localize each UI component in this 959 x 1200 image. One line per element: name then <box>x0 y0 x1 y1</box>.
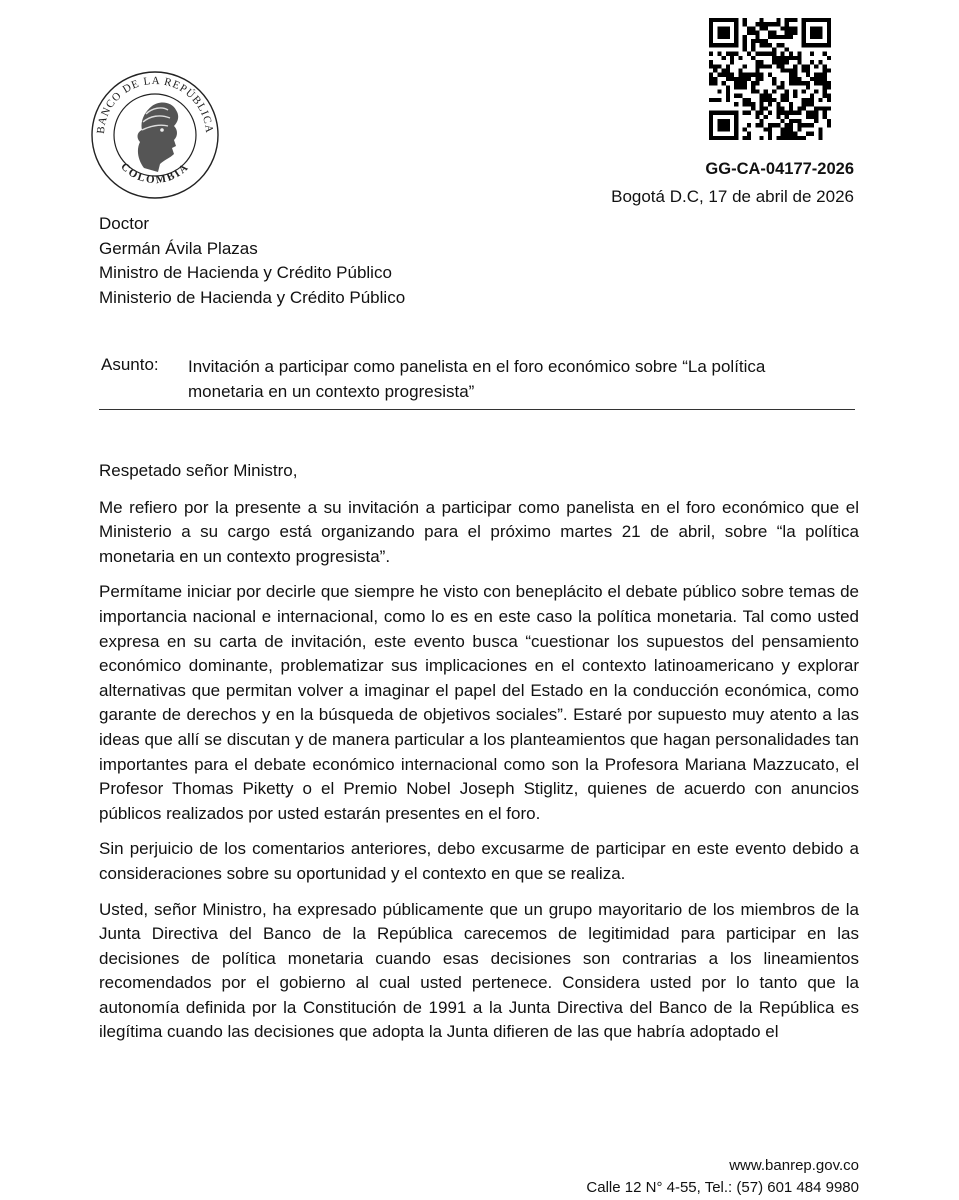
subject-divider <box>99 409 855 410</box>
logo-text-top: BANCO DE LA REPÚBLICA <box>94 74 216 135</box>
body-paragraph: Me refiero por la presente a su invitación a participar como panelista en el foro económico que el Ministerio a su cargo está organizando para el próximo martes 21 de abril, sobre “la política monetaria en un contexto progresista”. <box>99 497 859 566</box>
qr-code-icon <box>709 18 831 140</box>
recipient-institution: Ministerio de Hacienda y Crédito Público <box>99 287 406 307</box>
subject-label: Asunto: <box>101 355 159 374</box>
body-paragraph: Sin perjuicio de los comentarios anteriores, debo excusarme de participar en este evento debido a consideraciones sobre su oportunidad y el contexto en que se realiza. <box>99 839 859 883</box>
recipient-title: Doctor <box>99 214 150 233</box>
place-date: Bogotá D.C, 17 de abril de 2026 <box>611 187 854 206</box>
liberty-head-icon <box>138 103 179 172</box>
letter-body <box>99 459 859 1056</box>
body-paragraph: Usted, señor Ministro, ha expresado públicamente que un grupo mayoritario de los miembros de la Junta Directiva del Banco de la República carecemos de legitimidad para participar en las decisiones de política monetaria cuando esas decisiones son contrarias a los lineamientos recomendados por el gobierno al cual usted pertenece. Considera usted por lo tanto que la autonomía definida por la Constitución de 1991 a la Junta Directiva del Banco de la República es ilegítima cuando las decisiones que adopta la Junta difieren de las que habría adoptado el <box>99 899 859 1042</box>
recipient-name: Germán Ávila Plazas <box>99 238 258 258</box>
subject-text: Invitación a participar como panelista en el foro económico sobre “La política monetaria en un contexto progresista” <box>188 357 766 401</box>
salutation: Respetado señor Ministro, <box>99 461 298 480</box>
logo-text-bottom: COLOMBIA <box>118 160 192 187</box>
recipient-block <box>99 212 405 310</box>
body-paragraph: Permítame iniciar por decirle que siempre he visto con beneplácito el debate público sobre temas de importancia nacional e internacional, como lo es en este caso la política monetaria. Tal como usted expresa en su carta de invitación, este evento busca “cuestionar los supuestos del pensamiento económico dominante, problematizar sus implicaciones en el contexto latinoamericano y explorar alternativas que permitan volver a imaginar el papel del Estado en la conducción económica, como garante de derechos y en la búsqueda de objetivos sociales”. Estaré por supuesto muy atento a las ideas que allí se discutan y de manera particular a los planteamientos que hagan personalidades tan importantes para el debate económico internacional como son la Profesora Mariana Mazzucato, el Profesor Thomas Piketty o el Premio Nobel Joseph Stiglitz, quienes de acuerdo con anuncios públicos realizados por usted estarán presentes en el foro. <box>99 582 859 823</box>
footer-address: Calle 12 N° 4-55, Tel.: (57) 601 484 9980 <box>586 1179 859 1196</box>
banco-de-la-republica-seal-icon <box>88 68 222 202</box>
footer-website: www.banrep.gov.co <box>729 1157 859 1174</box>
recipient-position: Ministro de Hacienda y Crédito Público <box>99 263 392 282</box>
document-code: GG-CA-04177-2026 <box>705 160 854 178</box>
